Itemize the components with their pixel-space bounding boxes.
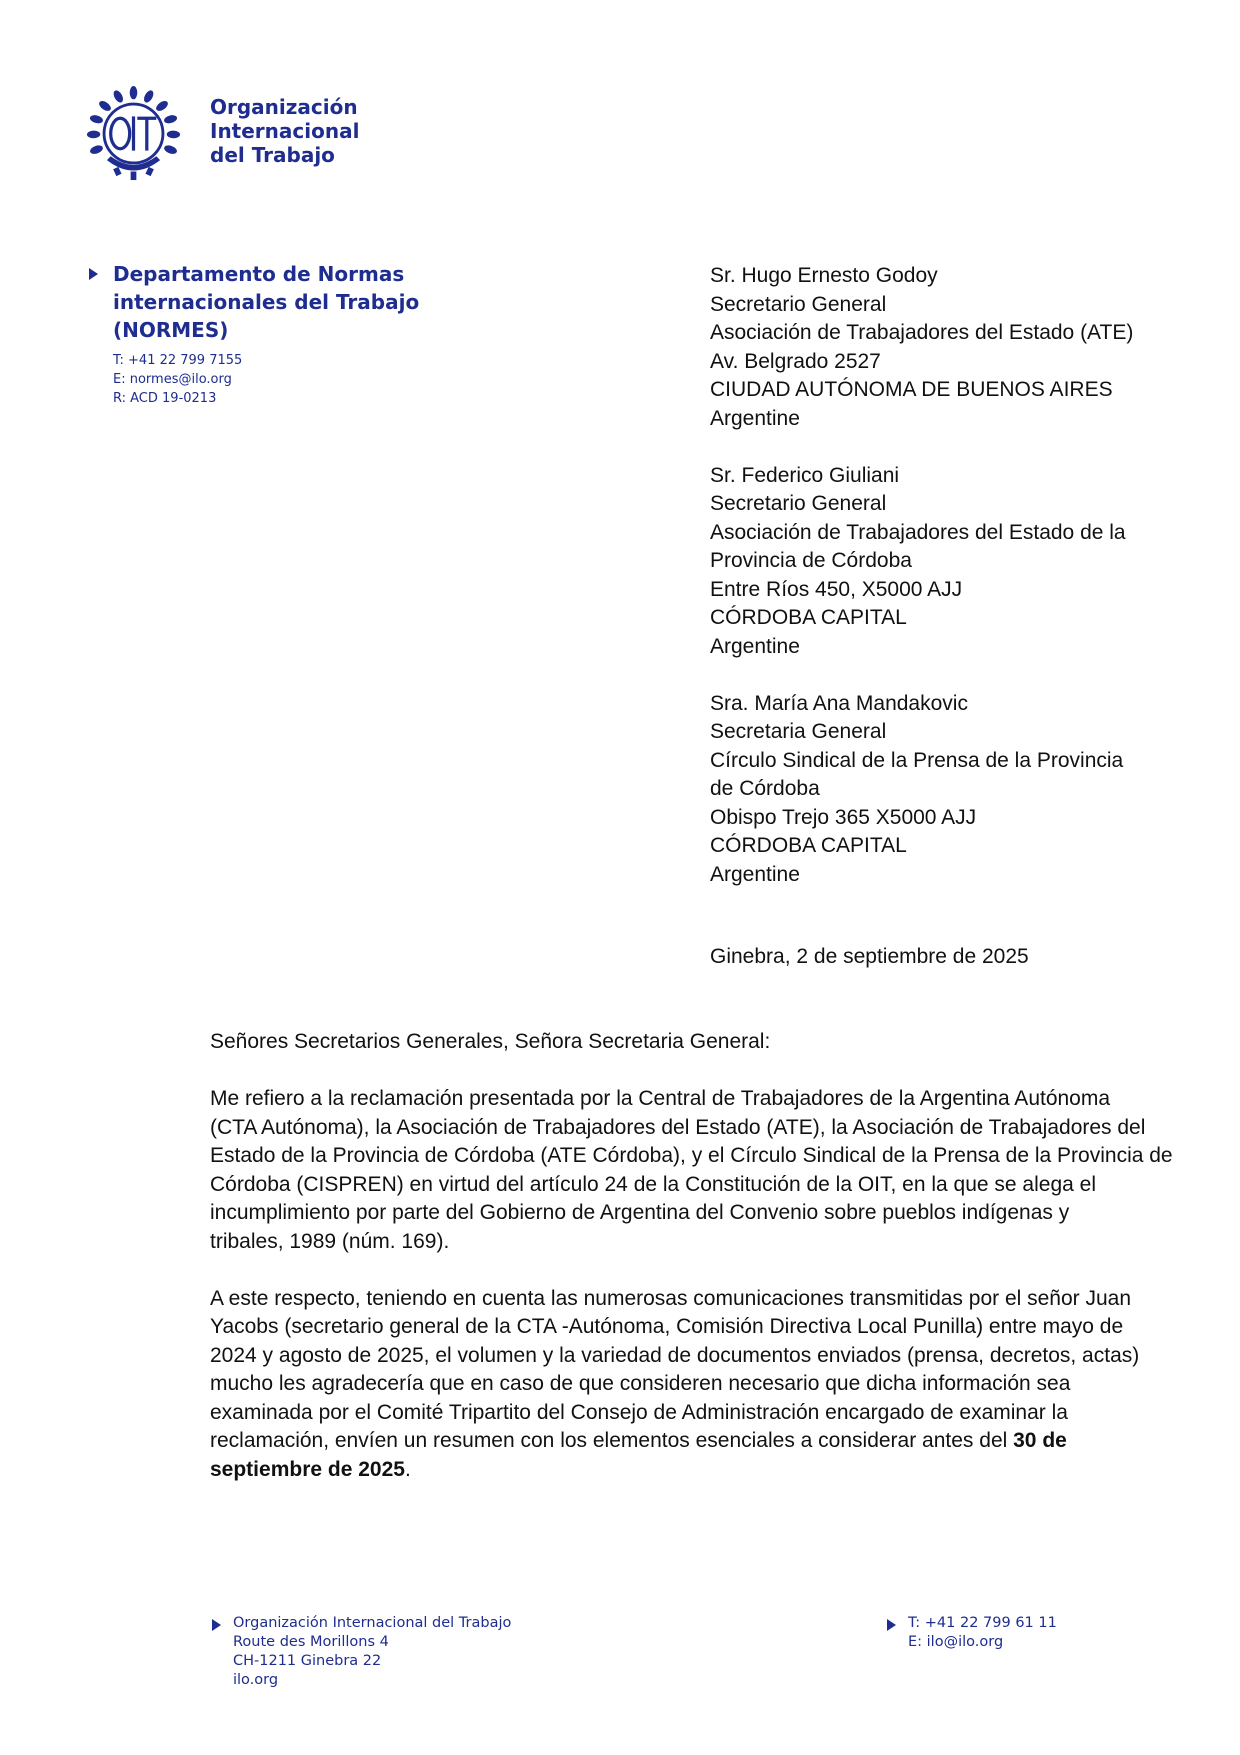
- deadline-highlight: septiembre de 2025: [210, 1457, 405, 1481]
- paragraph-line: incumplimiento por parte del Gobierno de Argentina del Convenio sobre pueblos indígenas y: [210, 1201, 1070, 1224]
- department-name-line-2: internacionales del Trabajo: [113, 290, 420, 314]
- paragraph-line: reclamación, envíen un resumen con los elementos esenciales a considerar antes del: [210, 1429, 1014, 1452]
- department-arrow-icon: [89, 268, 98, 280]
- letter-body: [210, 1028, 1173, 1513]
- department-reference: R: ACD 19-0213: [113, 391, 217, 406]
- paragraph-line: (CTA Autónoma), la Asociación de Trabajadores del Estado (ATE), la Asociación de Trabajadores del: [210, 1115, 1146, 1139]
- recipient-line: Secretario General: [710, 492, 887, 515]
- paragraph-line: 2024 y agosto de 2025, el volumen y la variedad de documentos enviados (prensa, decretos, actas): [210, 1343, 1140, 1367]
- recipient-line: CIUDAD AUTÓNOMA DE BUENOS AIRES: [710, 378, 1113, 401]
- recipient-line: Argentine: [710, 406, 800, 430]
- recipient-line: Sr. Hugo Ernesto Godoy: [710, 264, 938, 287]
- recipient-line: de Córdoba: [710, 777, 820, 800]
- footer-web: ilo.org: [233, 1672, 279, 1688]
- footer-email: E: ilo@ilo.org: [908, 1634, 1004, 1650]
- recipient-line: CÓRDOBA CAPITAL: [710, 606, 907, 629]
- paragraph-end: .: [404, 1457, 411, 1481]
- recipient-line: Sra. María Ana Mandakovic: [710, 691, 968, 715]
- recipients-address-block: [710, 262, 1133, 918]
- organization-name-line-3: del Trabajo: [210, 143, 335, 167]
- paragraph-line: Yacobs (secretario general de la CTA -Autónoma, Comisión Directiva Local Punilla) entre mayo de: [210, 1315, 1124, 1338]
- footer-contact-arrow-icon: [887, 1619, 896, 1631]
- letter-date: Ginebra, 2 de septiembre de 2025: [710, 945, 1029, 968]
- paragraph-line: Córdoba (CISPREN) en virtud del artículo 24 de la Constitución de la OIT, en la que se alega el: [210, 1172, 1096, 1196]
- recipient-line: Argentine: [710, 634, 800, 658]
- ilo-logo-emblem-icon: [86, 86, 181, 181]
- department-name-line-1: Departamento de Normas: [113, 262, 405, 286]
- paragraph-line: Me refiero a la reclamación presentada por la Central de Trabajadores de la Argentina Autónoma: [210, 1087, 1111, 1110]
- recipient-line: Asociación de Trabajadores del Estado (ATE): [710, 321, 1134, 344]
- salutation: Señores Secretarios Generales, Señora Secretaria General:: [210, 1030, 771, 1053]
- recipient-1: [710, 262, 1133, 433]
- recipient-line: Asociación de Trabajadores del Estado de la: [710, 520, 1126, 544]
- recipient-line: Argentine: [710, 862, 800, 886]
- footer-address-arrow-icon: [212, 1619, 221, 1631]
- recipient-line: Av. Belgrado 2527: [710, 349, 881, 373]
- recipient-line: Secretaria General: [710, 720, 887, 743]
- recipient-line: Secretario General: [710, 292, 887, 316]
- footer-phone: T: +41 22 799 61 11: [908, 1615, 1057, 1631]
- organization-name: [210, 95, 359, 167]
- paragraph-line: mucho les agradecería que en caso de que consideren necesario que dicha información sea: [210, 1372, 1071, 1395]
- footer-contact: [908, 1614, 1057, 1652]
- paragraph-1: [210, 1085, 1173, 1256]
- department-contact: [113, 351, 242, 408]
- paragraph-line: tribales, 1989 (núm. 169).: [210, 1229, 450, 1253]
- recipient-2: [710, 462, 1133, 662]
- paragraph-line: Estado de la Provincia de Córdoba (ATE Córdoba), y el Círculo Sindical de la Prensa de la Provincia de: [210, 1144, 1173, 1167]
- paragraph-2: [210, 1285, 1160, 1485]
- recipient-line: Círculo Sindical de la Prensa de la Provincia: [710, 748, 1124, 772]
- recipient-line: Sr. Federico Giuliani: [710, 463, 900, 487]
- footer-city: CH-1211 Ginebra 22: [233, 1653, 382, 1669]
- recipient-3: [710, 690, 1133, 890]
- department-email: E: normes@ilo.org: [113, 372, 232, 387]
- department-name: [113, 260, 419, 344]
- footer-org: Organización Internacional del Trabajo: [233, 1615, 512, 1631]
- footer-address: [233, 1614, 511, 1690]
- recipient-line: Entre Ríos 450, X5000 AJJ: [710, 577, 963, 601]
- recipient-line: Obispo Trejo 365 X5000 AJJ: [710, 805, 977, 829]
- deadline-highlight: 30 de: [1013, 1429, 1067, 1452]
- organization-name-line-2: Internacional: [210, 119, 360, 143]
- organization-name-line-1: Organización: [210, 95, 358, 119]
- paragraph-line: A este respecto, teniendo en cuenta las numerosas comunicaciones transmitidas por el señor Juan: [210, 1286, 1132, 1310]
- department-phone: T: +41 22 799 7155: [113, 353, 243, 368]
- department-name-line-3: (NORMES): [113, 318, 229, 342]
- recipient-line: CÓRDOBA CAPITAL: [710, 834, 907, 857]
- paragraph-line: examinada por el Comité Tripartito del Consejo de Administración encargado de examinar la: [210, 1400, 1068, 1424]
- footer-street: Route des Morillons 4: [233, 1634, 389, 1650]
- recipient-line: Provincia de Córdoba: [710, 549, 912, 572]
